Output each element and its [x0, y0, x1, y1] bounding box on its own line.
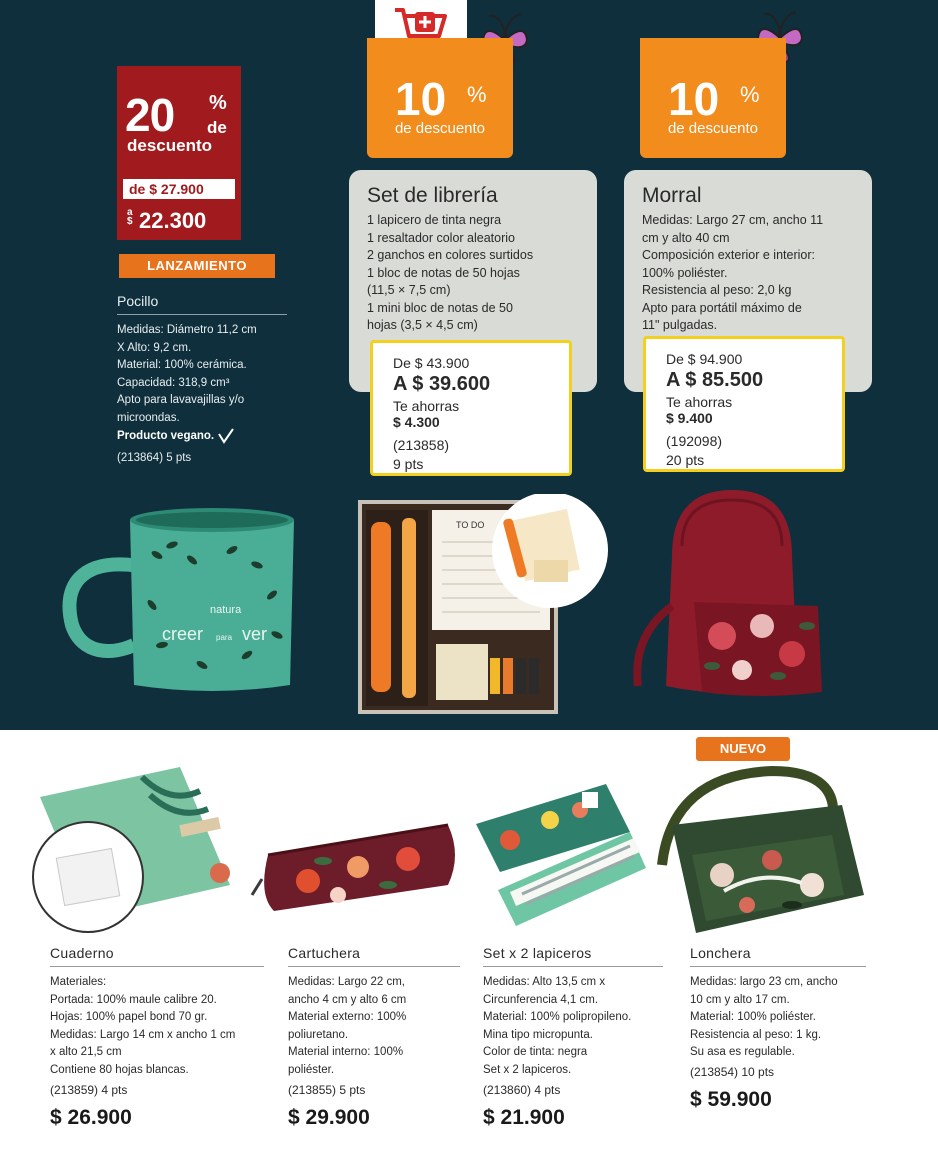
desc-line: 10 cm y alto 17 cm. — [690, 993, 790, 1006]
cartuchera-code: (213855) 5 pts — [288, 1083, 366, 1097]
desc-line: Portada: 100% maule calibre 20. — [50, 993, 217, 1006]
desc-line: Medidas: Diámetro 11,2 cm — [117, 324, 257, 336]
desc-line: Material: 100% cerámica. — [117, 359, 247, 371]
vegan-text: Producto vegano. — [117, 430, 215, 443]
desc-line: Material externo: 100% — [288, 1011, 407, 1023]
vegan-label — [117, 428, 235, 444]
cartuchera-title: Cartuchera — [288, 945, 361, 961]
desc-line: ancho 4 cm y alto 6 cm — [288, 993, 407, 1006]
notepad-label: TO DO — [456, 520, 485, 530]
mug-slogan-2: para — [216, 633, 233, 642]
mug-slogan-3: ver — [242, 624, 268, 644]
desc-line: Hojas: 100% papel bond 70 gr. — [50, 1011, 208, 1023]
cartuchera-description — [288, 974, 468, 1079]
discount-percent: % — [209, 92, 227, 114]
saves-amount: $ 4.300 — [393, 414, 440, 430]
lonchera-title: Lonchera — [690, 945, 751, 961]
pencil-case-image — [248, 815, 468, 920]
backpack-image — [632, 486, 832, 704]
was-price: de $ 27.900 — [123, 179, 235, 199]
morral-pricebox — [643, 336, 845, 472]
desc-line: Composición exterior e interior: — [642, 248, 815, 262]
cuaderno-code: (213859) 4 pts — [50, 1083, 128, 1097]
mug-code: (213864) 5 pts — [117, 452, 192, 464]
desc-line: Medidas: Largo 27 cm, ancho 11 — [642, 213, 824, 227]
desc-line: (11,5 × 7,5 cm) — [367, 283, 451, 297]
desc-line: Color de tinta: negra — [483, 1046, 588, 1058]
lapiceros-title: Set x 2 lapiceros — [483, 945, 592, 961]
desc-line: Material: 100% poliéster. — [690, 1011, 816, 1023]
desc-line: Contiene 80 hojas blancas. — [50, 1063, 189, 1076]
desc-line: Materiales: — [50, 976, 107, 988]
mug-description — [117, 322, 297, 427]
discount-de: de — [207, 118, 227, 137]
mug-slogan: creer — [162, 624, 204, 644]
desc-line: 1 resaltador color aleatorio — [367, 230, 515, 245]
lapiceros-price: $ 21.900 — [483, 1106, 565, 1129]
desc-line: Medidas: largo 23 cm, ancho — [690, 976, 838, 988]
desc-line: 11" pulgadas. — [642, 318, 718, 332]
discount-number: 10 — [395, 73, 447, 125]
saves-amount: $ 9.400 — [666, 410, 713, 426]
desc-line: 1 bloc de notas de 50 hojas — [367, 265, 520, 280]
set-image — [358, 494, 618, 716]
discount-word: descuento — [127, 136, 213, 155]
desc-line: x alto 21,5 cm — [50, 1046, 122, 1058]
lapiceros-description — [483, 974, 673, 1079]
divider — [483, 966, 663, 967]
discount-percent: % — [740, 82, 760, 107]
discount-percent: % — [467, 82, 487, 107]
desc-line: cm y alto 40 cm — [642, 230, 730, 245]
discount-word: de descuento — [667, 120, 759, 137]
desc-line: poliuretano. — [288, 1028, 349, 1041]
set-discount-badge — [367, 38, 513, 158]
now-price: 22.300 — [139, 208, 207, 233]
product-code: (192098) — [666, 433, 723, 449]
desc-line: Apto para lavavajillas y/o — [117, 394, 245, 406]
desc-line: Set x 2 lapiceros. — [483, 1063, 572, 1076]
product-code: (213858) — [393, 437, 450, 453]
saves-label: Te ahorras — [393, 398, 460, 414]
set-pricebox — [370, 340, 572, 476]
desc-line: Medidas: Largo 22 cm, — [288, 976, 405, 988]
divider — [288, 966, 460, 967]
cartuchera-price: $ 29.900 — [288, 1106, 370, 1129]
desc-line: Mina tipo micropunta. — [483, 1028, 593, 1041]
morral-discount-badge — [640, 38, 786, 158]
desc-line: Material: 100% polipropileno. — [483, 1011, 632, 1023]
mug-brand: natura — [210, 604, 242, 616]
mug-title: Pocillo — [117, 293, 159, 309]
desc-line: 1 mini bloc de notas de 50 — [367, 300, 513, 315]
mug-image — [62, 505, 302, 695]
divider — [50, 966, 264, 967]
morral-title: Morral — [642, 184, 702, 207]
mug-discount-badge — [117, 66, 241, 240]
desc-line: X Alto: 9,2 cm. — [117, 341, 192, 354]
now-price: A $ 39.600 — [393, 373, 491, 395]
morral-description — [642, 212, 823, 335]
saves-label: Te ahorras — [666, 394, 733, 410]
now-prefix: a $ — [127, 207, 133, 227]
divider — [117, 314, 287, 315]
cuaderno-title: Cuaderno — [50, 945, 114, 961]
desc-line: Capacidad: 318,9 cm³ — [117, 376, 230, 389]
desc-line: Apto para portátil máximo de — [642, 300, 802, 315]
desc-line: Su asa es regulable. — [690, 1046, 795, 1058]
desc-line: 1 lapicero de tinta negra — [367, 213, 502, 227]
lonchera-code: (213854) 10 pts — [690, 1065, 775, 1079]
discount-number: 20 — [125, 89, 175, 141]
desc-line: 100% poliéster. — [642, 265, 728, 280]
lapiceros-code: (213860) 4 pts — [483, 1083, 561, 1097]
desc-line: Resistencia al peso: 2,0 kg — [642, 283, 792, 297]
lunch-bag-image — [632, 765, 872, 940]
desc-line: microondas. — [117, 411, 180, 424]
notebook-image — [30, 765, 260, 935]
discount-word: de descuento — [394, 120, 486, 137]
lonchera-price: $ 59.900 — [690, 1088, 772, 1111]
vegan-check-icon — [217, 428, 235, 444]
desc-line: Material interno: 100% — [288, 1046, 404, 1058]
product-points: 20 pts — [666, 452, 705, 468]
desc-line: hojas (3,5 × 4,5 cm) — [367, 318, 478, 332]
product-points: 9 pts — [393, 456, 424, 472]
now-price: A $ 85.500 — [666, 369, 764, 391]
desc-line: Medidas: Alto 13,5 cm x — [483, 976, 606, 988]
desc-line: Circunferencia 4,1 cm. — [483, 993, 599, 1006]
was-price: De $ 94.900 — [666, 351, 743, 367]
cuaderno-price: $ 26.900 — [50, 1106, 132, 1129]
divider — [690, 966, 866, 967]
lonchera-description — [690, 974, 890, 1062]
desc-line: Resistencia al peso: 1 kg. — [690, 1028, 822, 1041]
new-badge: NUEVO — [696, 737, 790, 761]
desc-line: 2 ganchos en colores surtidos — [367, 248, 534, 262]
set-title: Set de librería — [367, 184, 498, 207]
was-price: De $ 43.900 — [393, 355, 470, 371]
discount-number: 10 — [668, 73, 720, 125]
launch-badge: LANZAMIENTO — [119, 254, 275, 278]
cuaderno-description — [50, 974, 280, 1079]
desc-line: Medidas: Largo 14 cm x ancho 1 cm — [50, 1028, 236, 1041]
set-description — [367, 212, 533, 335]
desc-line: poliéster. — [288, 1063, 335, 1076]
